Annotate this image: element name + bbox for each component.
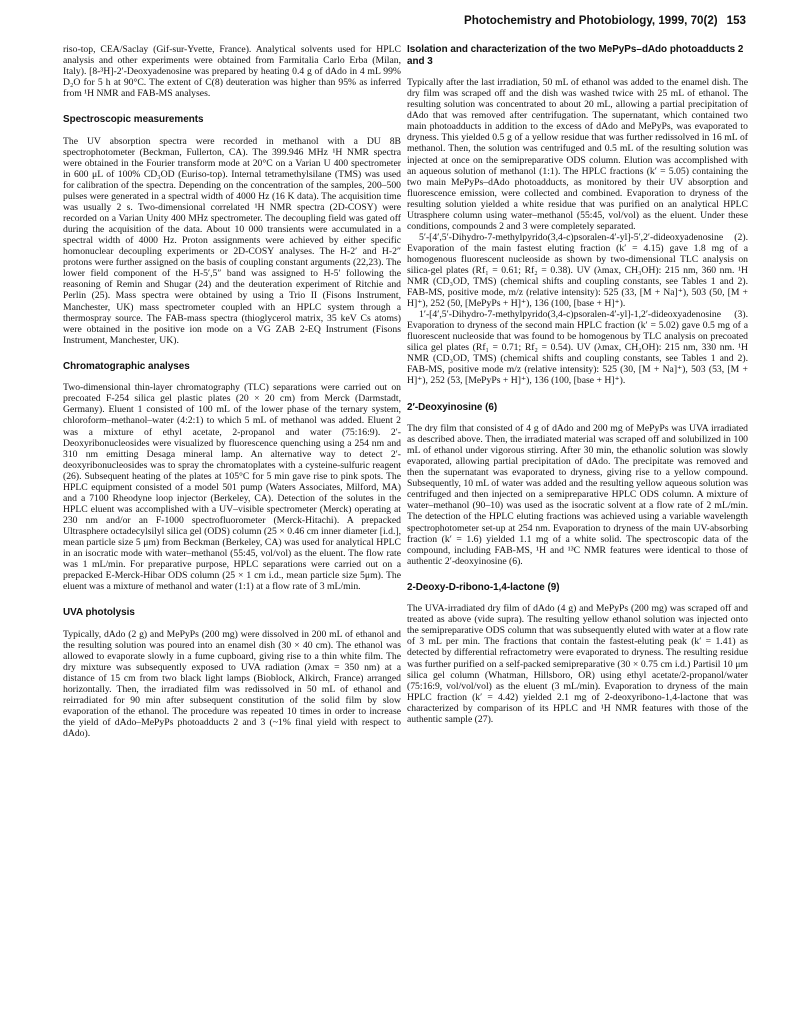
isolation-paragraph: Typically after the last irradiation, 50 mL of ethanol was added to the enamel dish. The dry film was scraped off and the dish was washed twice with 25 mL of ethanol. The resulting solution was concentrated to about 20 mL, allowing a partial precipitation of dAdo that was removed after centrifugation. The supernatant, which contained two main photoadducts in addition to the excess of dAdo and MePyPs, was evaporated to dryness. This yielded 0.5 g of a yellow residue that was further redissolved in 16 mL of methanol. Then, the solution was centrifuged and 0.5 mL of the resulting solution was injected at once on the semipreparative ODS column. Elution was accomplished with an aqueous solution of methanol (1:1). The HPLC fractions (k′ = 5.05) containing the two main MePyPs–dAdo photoadducts, as monitored by their UV absorption and fluorescence emission, were collected and combined. Evaporation to dryness of the resulting solution yielded a white residue that was purified on an analytical HPLC Utrasphere column using water–methanol (55:45, vol/vol) as the eluent. Under these conditions, compounds 2 and 3 were completely separated. xyxy=(407,77,748,232)
spectroscopic-heading: Spectroscopic measurements xyxy=(63,114,204,126)
isolation-heading: Isolation and characterization of the two MePyPs–dAdo photoadducts 2 and 3 xyxy=(407,44,744,67)
left-column xyxy=(63,44,401,739)
compound-2-paragraph: 5′-[4′,5′-Dihydro-7-methylpyrido(3,4-c)psoralen-4′-yl]-5′,2′-dideoxyadenosine (2). Evaporation of the main fastest eluting fraction (k′ = 4.15) gave 1.8 mg of a homogenous fluorescent nucleoside as shown by two-dimensional TLC analysis on silica-gel plates (Rf₁ = 0.61; Rf₂ = 0.38). UV (λmax, CH₃OH): 215 nm, 360 nm. ¹H NMR (CD₃OD, TMS) (chemical shifts and coupling constants, see Tables 1 and 2). FAB-MS, positive mode, m/z (relative intensity): 525 (33, [M + Na]⁺), 503 (50, [M + H]⁺), 252 (50, [MePyPs + H]⁺), 136 (100, [base + H]⁺). xyxy=(407,231,748,310)
lactone-paragraph: The UVA-irradiated dry film of dAdo (4 g) and MePyPs (200 mg) was scraped off and treated as above (vide supra). The resulting yellow ethanol solution was injected onto the semipreparative ODS column that was subsequently eluted with water at a flow rate of 3 mL per min. The fractions that contain the fastest-eluting peak (k′ = 1.41) as detected by differential refractometry were evaporated to dryness. The resulting residue was further purified on a self-packed semipreparative (30 × 0.75 cm i.d.) Partisil 10 μm silica gel column (Whatman, Hillsboro, OR) using ethyl acetate/2-propanol/water (75:16:9, vol/vol/vol) as the eluent (3 mL/min). Evaporation to dryness of the main HPLC fraction (k′ = 4.42) yielded 2.1 mg of 2-deoxyribono-1,4-lactone that was characterized by comparison of its HPLC and ¹H NMR features with those of the authentic sample (27). xyxy=(407,603,748,725)
right-column xyxy=(407,44,748,725)
compound-3-paragraph: 1′-[4′,5′-Dihydro-7-methylpyrido(3,4-c)psoralen-4′-yl]-1,2′-dideoxyadenosine (3). Evaporation to dryness of the second main HPLC fraction (k′ = 5.02) gave 0.5 mg of a fluorescent nucleoside that was found to be homogenous by TLC analysis on precoated silica gel plates (Rf₁ = 0.71; Rf₂ = 0.54). UV (λmax, CH₃OH): 215 nm, 330 nm. ¹H NMR (CD₃OD, TMS) (chemical shifts and coupling constants, see Tables 1 and 2). FAB-MS, positive mode m/z (relative intensity): 525 (30, [M + Na]⁺), 503 (53, [M + H]⁺), 252 (53, [MePyPs + H]⁺), 136 (100, [base + H]⁺). xyxy=(407,309,748,387)
chromatographic-heading: Chromatographic analyses xyxy=(63,360,190,372)
intro-paragraph: riso-top, CEA/Saclay (Gif-sur-Yvette, France). Analytical solvents used for HPLC analysis and other experiments were obtained from Farmitalia Carlo Erba (Milan, Italy). [8-³H]-2′-Deoxyadenosine was prepared by heating 0.4 g of dAdo in 4 mL 99% D₂O for 5 h at 90°C. The extent of C(8) deuteration was higher than 95% as inferred from ¹H NMR and FAB-MS analyses. xyxy=(63,44,401,100)
spectroscopic-paragraph: The UV absorption spectra were recorded in methanol with a DU 8B spectrophotometer (Beckman, Fullerton, CA). The 399.946 MHz ¹H NMR spectra were obtained in the Fourier transform mode at 20°C on a Varian U 400 spectrometer in 600 μL of 100% CD₃OD (Euriso-top). Internal tetramethylsilane (TMS) was used for calibration of the spectra. Depending on the concentration of the samples, 200–500 pulses were generated in a spectral width of 4000 Hz (16 K data). The acquisition time was usually 2 s. Two-dimensional correlated ¹H NMR spectra (2D-COSY) were recorded on a Varian Unity 400 MHz spectrometer. The decoupling field was gated off during the acquisition of the data. About 10 000 transients were accumulated in a spectral width of 4000 Hz. Proton assignments were achieved by either specific homonuclear decoupling experiments or 2D-COSY analyses. The H-2′ and H-2″ protons were further assigned on the basis of coupling constant arguments (22,23). The lower field component of the H-5′,5″ band was assigned to H-5′ following the reasoning of Remin and Shugar (24) and the deuteration experiment of Ritchie and Perlin (25). Mass spectra were obtained by using a Trio II (Fisons Instrument, Manchester, UK) mass spectrometer coupled with an HPLC system through a thermospray source. The FAB-mass spectra (thioglycerol matrix, 35 keV Cs atoms) were obtained in the positive ion mode on a VG ZAB 2-EQ Instrument (Fisons Instrument, Manchester, UK). xyxy=(63,135,401,346)
deoxyinosine-paragraph: The dry film that consisted of 4 g of dAdo and 200 mg of MePyPs was UVA irradiated as described above. Then, the irradiated material was scraped off and solubilized in 100 mL of ethanol under vigorous stirring. After 30 min, the ethanolic solution was slowly evaporated, allowing partial precipitation of dAdo. The precipitate was removed and then the supernatant was evaporated to dryness, giving rise to a yellow compound. Subsequently, 10 mL of water was added and the resulting yellow aqueous solution was centrifuged and then injected on a semipreparative HPLC ODS column. A mixture of water–methanol (90–10) was used as the isocratic solvent at a flow rate of 2 mL/min. The detection of the HPLC eluting fractions was achieved using a variable wavelength spectrophotometer set-up at 254 nm. Evaporation to dryness of the main UV-absorbing fraction (k′ = 1.6) yielded 1.1 mg of a white solid. The spectroscopic data of the compound, including FAB-MS, ¹H and ¹³C NMR features were identical to those of authentic 2′-deoxyinosine (6). xyxy=(407,423,748,567)
lactone-heading: 2-Deoxy-D-ribono-1,4-lactone (9) xyxy=(407,581,560,593)
chromatographic-paragraph: Two-dimensional thin-layer chromatography (TLC) separations were carried out on precoated F-254 silica gel plastic plates (20 × 20 cm) from Merck (Darmstadt, Germany). Eluent 1 consisted of 100 mL of the lower phase of the ternary system, chloroform–methanol–water (4:2:1) to which 5 mL of methanol was added. Eluent 2 was a mixture of ethyl acetate, 2-propanol and water (75:16:9). 2′-Deoxyribonucleosides were visualized by fluorescence quenching using a 254 nm and 310 nm emitting Desaga mineral lamp. An alternative way to detect 2′-deoxyribonucleosides was to spray the chromatoplates with a cysteine-sulfuric reagent (26). Subsequent heating of the plates at 105°C for 5 min gave rise to pink spots. The HPLC equipment consisted of a model 501 pump (Waters Associates, Milford, MA) and a 7100 Rheodyne loop injector (Berkeley, CA). Detection of the solutes in the HPLC eluent was accomplished with a UV–visible spectrometer (Merck) operating at 230 nm and/or an F-1000 spectrofluorometer (Merck-Hitachi). A prepacked Ultrasphere octadecylsilyl silica gel (ODS) column (25 × 0.46 cm inner diameter [i.d.], mean particle size 5 μm) from Beckman (Berkeley, CA) was used for analytical HPLC in an isocratic mode with water–methanol (55:45, vol/vol) as the eluent. The flow rate was 1 mL/min. For preparative purpose, HPLC separations were carried out on a prepacked E-Merck-Hibar ODS column (25 × 1 cm i.d., mean particle size 5μm). The eluent was a mixture of methanol and water (1:1) at a flow rate of 3 mL/min. xyxy=(63,382,401,593)
page-number: 153 xyxy=(726,14,746,27)
uva-photolysis-heading: UVA photolysis xyxy=(63,607,135,619)
deoxyinosine-heading: 2′-Deoxyinosine (6) xyxy=(407,401,498,413)
running-header xyxy=(464,14,746,27)
journal-citation: Photochemistry and Photobiology, 1999, 70(2) xyxy=(464,14,718,27)
uva-photolysis-paragraph: Typically, dAdo (2 g) and MePyPs (200 mg) were dissolved in 200 mL of ethanol and the resulting solution was poured into an enamel dish (30 × 40 cm). The ethanol was allowed to evaporate slowly in a fume cupboard, giving rise to a thin white film. The dry mixture was subsequently exposed to UVA radiation (λmax = 350 nm) at a distance of 15 cm from two black light lamps (Bioblock, Alkirch, France) arranged horizontally. Then, the irradiated film was redissolved in 50 mL of ethanol and reirradiated for 90 min after subsequent constitution of the solid film by slow evaporation of the ethanol. The procedure was repeated 10 times in order to increase the yield of dAdo–MePyPs photoadducts 2 and 3 (~1% final yield with respect to dAdo). xyxy=(63,628,401,740)
